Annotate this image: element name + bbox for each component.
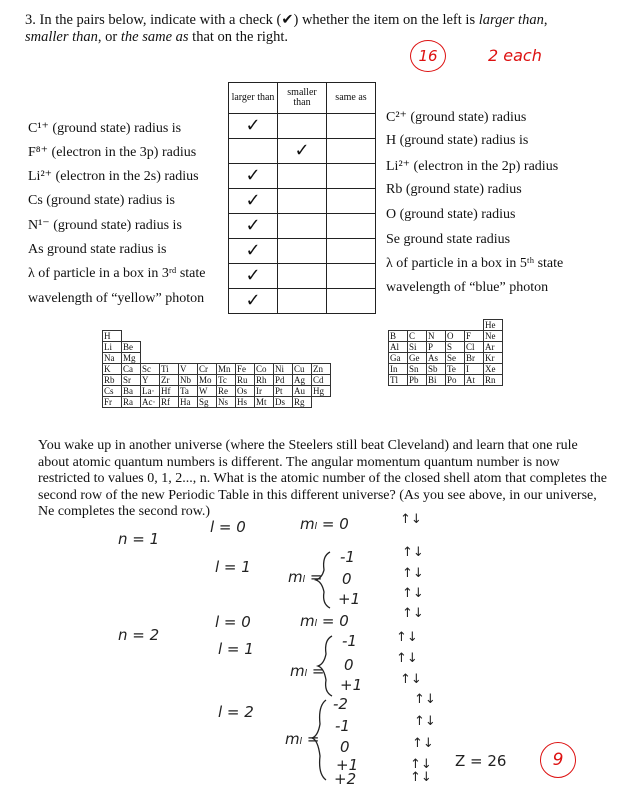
element-cell: Tl bbox=[389, 375, 408, 386]
question-text: 3. In the pairs below, indicate with a check (✔) whether the item on the left is larger than, smaller than, or the same as that on the right. bbox=[25, 12, 548, 45]
pair-right: Se ground state radius bbox=[386, 232, 511, 247]
header-larger: larger than bbox=[229, 83, 278, 114]
hand-n2: n = 2 bbox=[118, 626, 160, 644]
element-cell: Ni bbox=[274, 364, 293, 375]
element-cell: O bbox=[446, 331, 465, 342]
header-smaller: smaller than bbox=[278, 83, 327, 114]
header-same: same as bbox=[327, 83, 376, 114]
electron-pair: ↑↓ bbox=[414, 714, 436, 729]
pair-right: H (ground state) radius is bbox=[386, 133, 529, 148]
electron-pair: ↑↓ bbox=[396, 651, 418, 666]
grading-note: 2 each bbox=[488, 46, 542, 65]
element-cell: Ru bbox=[236, 375, 255, 386]
element-cell: Se bbox=[446, 353, 465, 364]
element-cell: Cd bbox=[312, 375, 331, 386]
hand-l2: l = 2 bbox=[218, 703, 254, 721]
element-cell: Rn bbox=[484, 375, 503, 386]
final-score-circled: 9 bbox=[540, 742, 576, 778]
check-mark: ✓ bbox=[229, 164, 278, 189]
electron-pair: ↑↓ bbox=[402, 606, 424, 621]
hand-ml0: mₗ = 0 bbox=[300, 515, 349, 533]
pair-left: F⁸⁺ (electron in the 3p) radius bbox=[28, 145, 197, 160]
element-cell: Ne bbox=[484, 331, 503, 342]
electron-pair: ↑↓ bbox=[412, 736, 434, 751]
element-cell: V bbox=[179, 364, 198, 375]
hand-l1: l = 1 bbox=[215, 558, 251, 576]
element-cell: He bbox=[484, 320, 503, 331]
element-cell: Ca bbox=[122, 364, 141, 375]
element-cell: Ra bbox=[122, 397, 141, 408]
pair-right: Rb (ground state) radius bbox=[386, 182, 522, 197]
check-mark: ✓ bbox=[229, 289, 278, 314]
element-cell: Mn bbox=[217, 364, 236, 375]
element-cell: Ir bbox=[255, 386, 274, 397]
element-cell: Hs bbox=[236, 397, 255, 408]
element-cell: Kr bbox=[484, 353, 503, 364]
element-cell: Na bbox=[103, 353, 122, 364]
pair-right: O (ground state) radius bbox=[386, 207, 516, 222]
check-mark: ✓ bbox=[229, 114, 278, 139]
element-cell: Pt bbox=[274, 386, 293, 397]
ml-value: -1 bbox=[335, 717, 350, 735]
pair-left: As ground state radius is bbox=[28, 242, 167, 257]
element-cell: Al bbox=[389, 342, 408, 353]
check-mark: ✓ bbox=[278, 139, 327, 164]
ml-value: -2 bbox=[333, 695, 348, 713]
element-cell: H bbox=[103, 331, 122, 342]
element-cell: Pd bbox=[274, 375, 293, 386]
electron-pair: ↑↓ bbox=[402, 566, 424, 581]
element-cell: Te bbox=[446, 364, 465, 375]
element-cell: Ga bbox=[389, 353, 408, 364]
element-cell: Ag bbox=[293, 375, 312, 386]
element-cell: Rb bbox=[103, 375, 122, 386]
element-cell: Co bbox=[255, 364, 274, 375]
ml-value: +1 bbox=[338, 590, 361, 608]
element-cell: Zr bbox=[160, 375, 179, 386]
element-cell: Sg bbox=[198, 397, 217, 408]
element-cell: Hg bbox=[312, 386, 331, 397]
ml-value: 0 bbox=[342, 570, 352, 588]
ml-value: -1 bbox=[340, 548, 355, 566]
element-cell: Rf bbox=[160, 397, 179, 408]
electron-pair: ↑↓ bbox=[400, 512, 422, 527]
hand-ml: mₗ = bbox=[285, 730, 320, 748]
pair-left: N¹⁻ (ground state) radius is bbox=[28, 218, 182, 233]
element-cell: Xe bbox=[484, 364, 503, 375]
check-mark: ✓ bbox=[229, 214, 278, 239]
element-cell: Ge bbox=[408, 353, 427, 364]
element-cell: Be bbox=[122, 342, 141, 353]
element-cell: F bbox=[465, 331, 484, 342]
element-cell: Ti bbox=[160, 364, 179, 375]
element-cell: At bbox=[465, 375, 484, 386]
check-mark: ✓ bbox=[229, 264, 278, 289]
check-mark: ✓ bbox=[229, 189, 278, 214]
element-cell: Ha bbox=[179, 397, 198, 408]
hand-l0: l = 0 bbox=[215, 613, 251, 631]
element-cell: Mg bbox=[122, 353, 141, 364]
ml-value: +1 bbox=[336, 756, 359, 774]
element-cell: Sr bbox=[122, 375, 141, 386]
element-cell: Ns bbox=[217, 397, 236, 408]
element-cell: As bbox=[427, 353, 446, 364]
answer: Z = 26 bbox=[455, 752, 507, 770]
hand-n1: n = 1 bbox=[118, 530, 160, 548]
element-cell: Cl bbox=[465, 342, 484, 353]
hand-ml: mₗ = bbox=[290, 662, 325, 680]
ml-value: 0 bbox=[340, 738, 350, 756]
element-cell: In bbox=[389, 364, 408, 375]
element-cell: B bbox=[389, 331, 408, 342]
element-cell: Mt bbox=[255, 397, 274, 408]
element-cell: Sb bbox=[427, 364, 446, 375]
electron-pair: ↑↓ bbox=[410, 757, 432, 772]
element-cell: Ba bbox=[122, 386, 141, 397]
element-cell: Cu bbox=[293, 364, 312, 375]
element-cell: Ac· bbox=[141, 397, 160, 408]
element-cell: Rg bbox=[293, 397, 312, 408]
element-cell: W bbox=[198, 386, 217, 397]
element-cell: Fe bbox=[236, 364, 255, 375]
ml-value: -1 bbox=[342, 632, 357, 650]
element-cell: Ds bbox=[274, 397, 293, 408]
element-cell: La· bbox=[141, 386, 160, 397]
pair-left: C¹⁺ (ground state) radius is bbox=[28, 121, 182, 136]
score-circled: 16 bbox=[410, 40, 446, 72]
element-cell: I bbox=[465, 364, 484, 375]
element-cell: Mo bbox=[198, 375, 217, 386]
element-cell: C bbox=[408, 331, 427, 342]
pair-right: wavelength of “blue” photon bbox=[386, 280, 549, 295]
problem-paragraph: You wake up in another universe (where the Steelers still beat Cleveland) and learn that one rule about atomic quantum numbers is different. The angular momentum quantum number is now restricted to values 0, 1, 2..., n. What is the atomic number of the closed shell atom that completes the second row of the new Periodic Table in this different universe? (As you see above, in our universe, Ne completes the second row.) bbox=[38, 438, 607, 519]
element-cell: Fr bbox=[103, 397, 122, 408]
element-cell: Cr bbox=[198, 364, 217, 375]
element-cell: N bbox=[427, 331, 446, 342]
element-cell: Os bbox=[236, 386, 255, 397]
element-cell: P bbox=[427, 342, 446, 353]
element-cell: Cs bbox=[103, 386, 122, 397]
element-cell: Ta bbox=[179, 386, 198, 397]
pair-right: λ of particle in a box in 5ᵗʰ state bbox=[386, 256, 564, 271]
element-cell: Si bbox=[408, 342, 427, 353]
pair-right: C²⁺ (ground state) radius bbox=[386, 110, 527, 125]
check-mark: ✓ bbox=[229, 239, 278, 264]
pair-left: Li²⁺ (electron in the 2s) radius bbox=[28, 169, 199, 184]
element-cell: Y bbox=[141, 375, 160, 386]
element-cell: Po bbox=[446, 375, 465, 386]
hand-l1: l = 1 bbox=[218, 640, 254, 658]
ml-value: +2 bbox=[334, 770, 357, 788]
element-cell: Ar bbox=[484, 342, 503, 353]
element-cell: S bbox=[446, 342, 465, 353]
element-cell: Au bbox=[293, 386, 312, 397]
element-cell: Sc bbox=[141, 364, 160, 375]
electron-pair: ↑↓ bbox=[402, 586, 424, 601]
element-cell: Li bbox=[103, 342, 122, 353]
electron-pair: ↑↓ bbox=[402, 545, 424, 560]
element-cell: Bi bbox=[427, 375, 446, 386]
element-cell: Rh bbox=[255, 375, 274, 386]
pair-right: Li²⁺ (electron in the 2p) radius bbox=[386, 159, 559, 174]
electron-pair: ↑↓ bbox=[414, 692, 436, 707]
element-cell: Pb bbox=[408, 375, 427, 386]
hand-l0: l = 0 bbox=[210, 518, 246, 536]
pair-left: wavelength of “yellow” photon bbox=[28, 291, 205, 306]
element-cell: Zn bbox=[312, 364, 331, 375]
element-cell: Hf bbox=[160, 386, 179, 397]
pair-left: Cs (ground state) radius is bbox=[28, 193, 175, 208]
ml-value: +1 bbox=[340, 676, 363, 694]
pair-left: λ of particle in a box in 3ʳᵈ state bbox=[28, 266, 206, 281]
hand-ml: mₗ = bbox=[288, 568, 323, 586]
electron-pair: ↑↓ bbox=[400, 672, 422, 687]
element-cell: Re bbox=[217, 386, 236, 397]
electron-pair: ↑↓ bbox=[410, 770, 432, 785]
electron-pair: ↑↓ bbox=[396, 630, 418, 645]
element-cell: Br bbox=[465, 353, 484, 364]
element-cell: Nb bbox=[179, 375, 198, 386]
element-cell: Tc bbox=[217, 375, 236, 386]
element-cell: Sn bbox=[408, 364, 427, 375]
ml-value: 0 bbox=[344, 656, 354, 674]
hand-ml0: mₗ = 0 bbox=[300, 612, 349, 630]
element-cell: K bbox=[103, 364, 122, 375]
